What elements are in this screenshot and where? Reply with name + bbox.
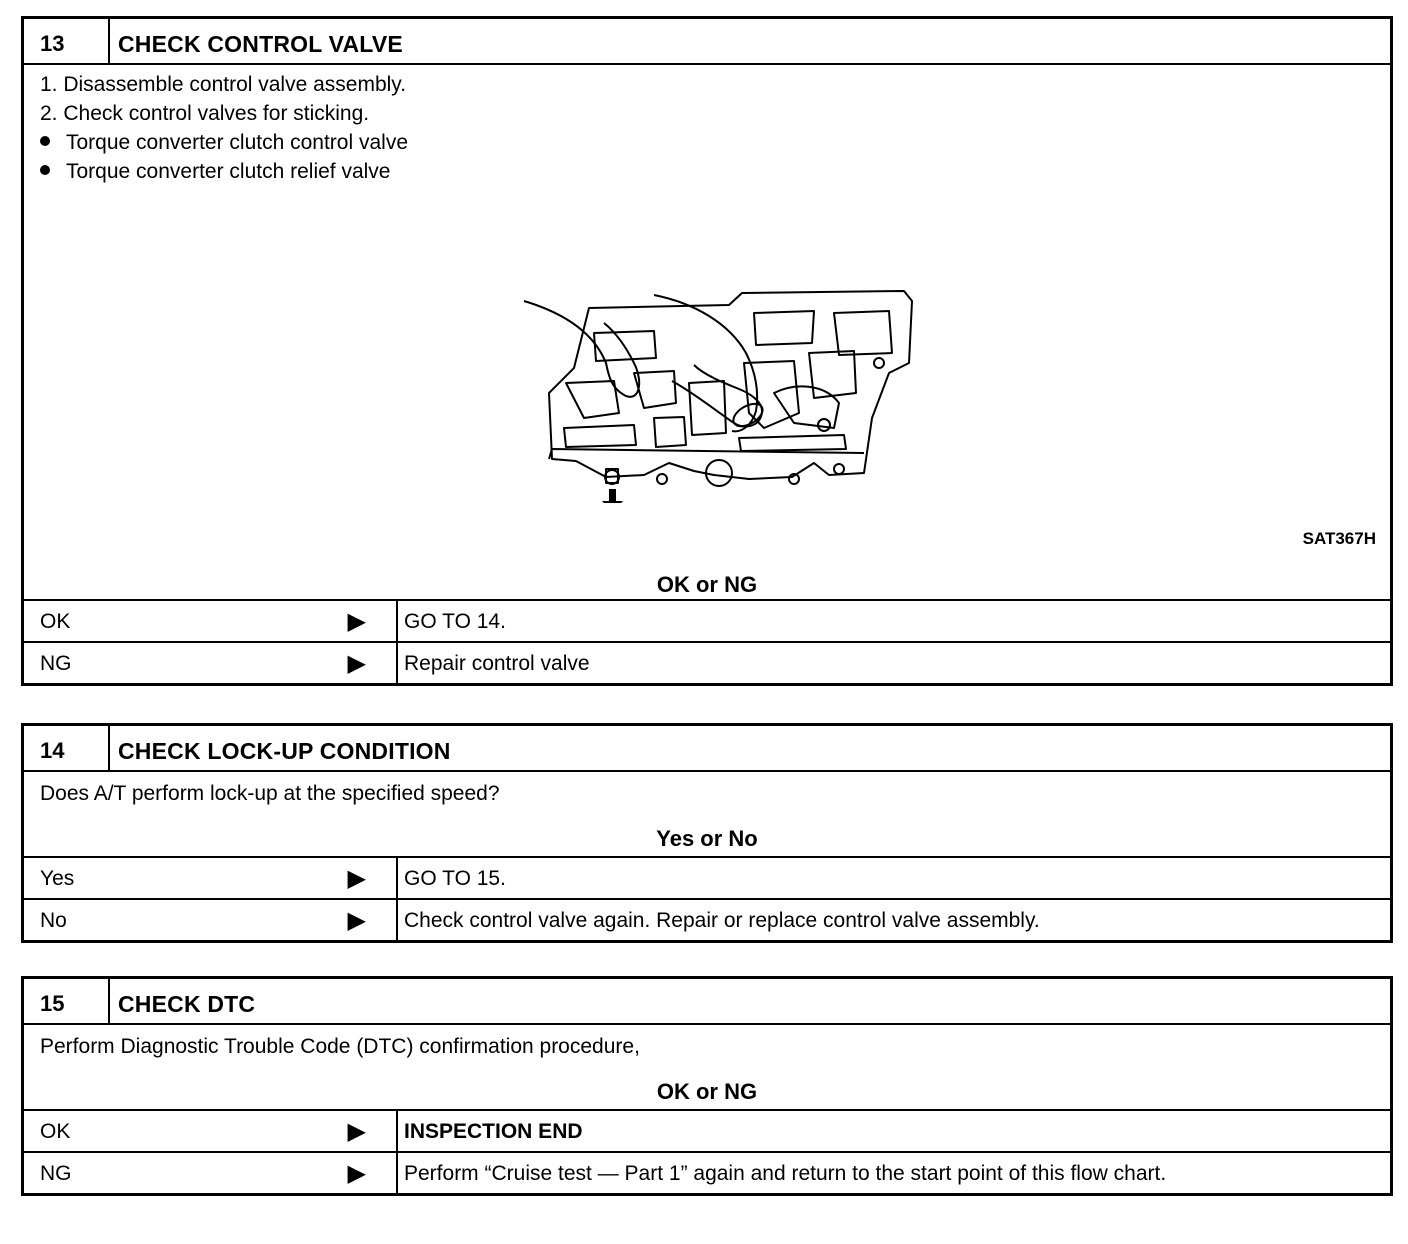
bullet-text: Torque converter clutch relief valve <box>66 160 391 183</box>
result-key: Yes <box>40 867 75 890</box>
step-13-body <box>24 63 1390 599</box>
bullet-icon <box>40 165 50 175</box>
step-13-block <box>21 16 1393 686</box>
bullet-text: Torque converter clutch control valve <box>66 131 408 154</box>
step-title: CHECK DTC <box>118 991 256 1017</box>
decision-label: OK or NG <box>656 572 758 597</box>
result-key: OK <box>40 610 71 633</box>
result-value: GO TO 15. <box>404 867 506 890</box>
step-title: CHECK CONTROL VALVE <box>118 31 403 57</box>
bullet-item <box>40 160 391 184</box>
result-row-ok <box>24 599 1390 641</box>
control-valve-illustration <box>494 213 914 503</box>
result-value: Perform “Cruise test — Part 1” again and return to the start point of this flow chart. <box>404 1162 1167 1185</box>
step-14-body <box>24 770 1390 856</box>
arrow-right-icon: ▶ <box>347 1160 366 1187</box>
result-key: No <box>40 909 67 932</box>
step-number: 14 <box>24 726 110 770</box>
decision-label: Yes or No <box>656 826 758 851</box>
result-row-ng <box>24 1151 1390 1193</box>
bullet-icon <box>40 136 50 146</box>
arrow-right-icon: ▶ <box>347 907 366 934</box>
step-15-header <box>24 979 1390 1023</box>
step-number: 15 <box>24 979 110 1023</box>
result-row-ok <box>24 1109 1390 1151</box>
result-value: GO TO 14. <box>404 610 506 633</box>
question-text: Does A/T perform lock-up at the specified speed? <box>40 782 500 805</box>
result-value: INSPECTION END <box>404 1120 583 1143</box>
step-13-header <box>24 19 1390 63</box>
result-value: Check control valve again. Repair or replace control valve assembly. <box>404 909 1040 932</box>
step-number: 13 <box>24 19 110 63</box>
result-key: NG <box>40 652 72 675</box>
instruction-line-1: 1. Disassemble control valve assembly. <box>40 73 407 96</box>
decision-label: OK or NG <box>656 1079 758 1104</box>
step-15-body <box>24 1023 1390 1109</box>
step-14-header <box>24 726 1390 770</box>
result-key: OK <box>40 1120 71 1143</box>
result-row-yes <box>24 856 1390 898</box>
result-key: NG <box>40 1162 72 1185</box>
step-14-block <box>21 723 1393 943</box>
result-row-ng <box>24 641 1390 683</box>
question-text: Perform Diagnostic Trouble Code (DTC) confirmation procedure, <box>40 1035 640 1058</box>
arrow-right-icon: ▶ <box>347 608 366 635</box>
step-title: CHECK LOCK-UP CONDITION <box>118 738 451 764</box>
arrow-right-icon: ▶ <box>347 1118 366 1145</box>
arrow-right-icon: ▶ <box>347 865 366 892</box>
arrow-right-icon: ▶ <box>347 650 366 677</box>
result-value: Repair control valve <box>404 652 590 675</box>
result-row-no <box>24 898 1390 940</box>
figure-code: SAT367H <box>1302 529 1376 548</box>
instruction-line-2: 2. Check control valves for sticking. <box>40 102 370 125</box>
step-15-block <box>21 976 1393 1196</box>
bullet-item <box>40 131 408 155</box>
